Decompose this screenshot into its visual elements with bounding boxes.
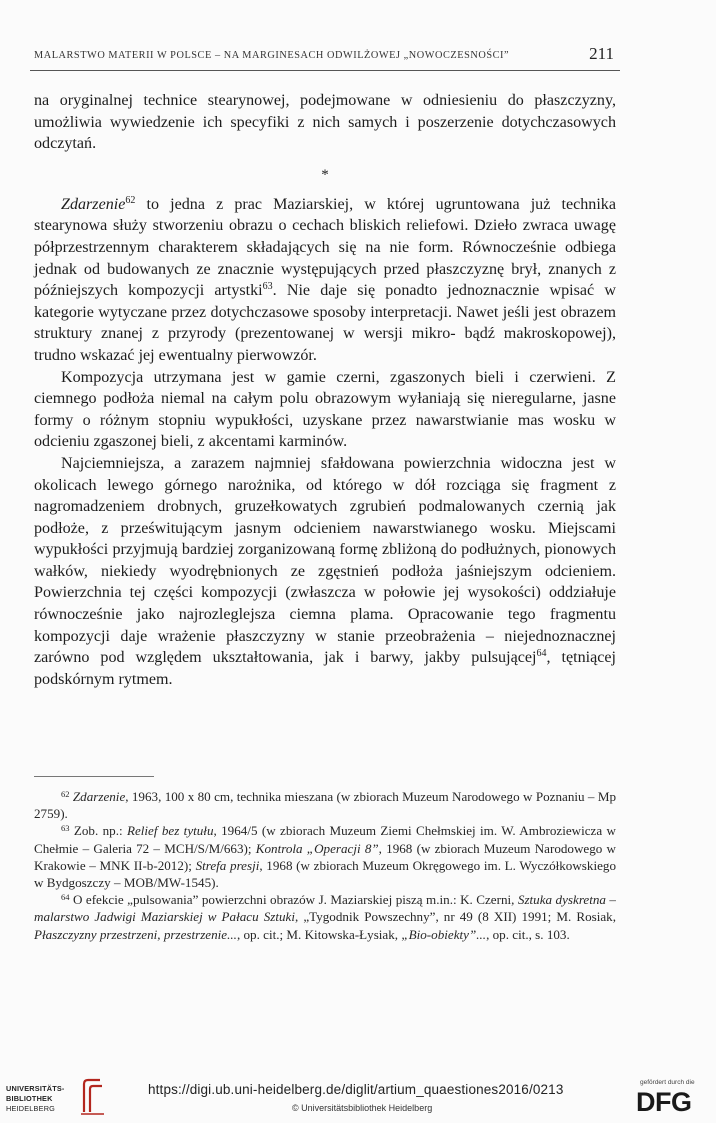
digitization-footer	[0, 1074, 716, 1123]
footnotes	[34, 788, 616, 943]
footnote-text: Zob. np.:	[73, 823, 127, 839]
dfg-funding[interactable]	[636, 1079, 706, 1117]
footnote-text: , 1963, 100 x 80 cm, technika mieszana (w zbiorach Muzeum Narodowego w Poznaniu – Mp 2759).	[34, 789, 617, 822]
footnote-title: Kontrola „Operacji 8”	[255, 840, 379, 856]
page-number: 211	[589, 44, 614, 63]
funding-note: gefördert durch die	[640, 1079, 695, 1086]
footnote-title: Sztuka dyskretna – malarstwo Jadwigi Maziarskiej w Pałacu Sztuki	[34, 892, 616, 925]
footnote-ref-63[interactable]: 63	[262, 281, 273, 293]
footnote-text: , „Tygodnik Powszechny”, nr 49 (8 XII) 1991; M. Rosiak,	[294, 909, 616, 925]
footnote-title: Płaszczyzny przestrzeni, przestrzenie...	[34, 926, 237, 942]
footnote-title: Strefa presji	[195, 857, 260, 873]
footnote-text: O efekcie „pulsowania” powierzchni obrazów J. Maziarskiej piszą m.in.: K. Czerni,	[72, 892, 518, 908]
footnote-title: „Bio-obiekty”...	[401, 926, 487, 942]
library-emblem-icon	[78, 1076, 108, 1116]
footnote-number: 63	[61, 823, 70, 834]
footnote-ref-64[interactable]: 64	[536, 648, 547, 660]
university-library-logo[interactable]	[6, 1076, 106, 1118]
source-url-link[interactable]: https://digi.ub.uni-heidelberg.de/diglit/artium_quaestiones2016/0213	[148, 1082, 564, 1097]
running-title: MALARSTWO MATERII W POLSCE – NA MARGINESACH ODWILŻOWEJ „NOWOCZESNOŚCI”	[34, 50, 510, 61]
artwork-title: Zdarzenie	[61, 195, 126, 213]
paragraph-2-text-a: to jedna z prac Maziarskiej, w której ugruntowana już technika stearynowa służy stworzeniu obrazu o cechach bliskich reliefowi. Dzieło zwraca uwagę półprzestrzennym charakterem składających się na nie form. Równocześnie odbiega jednak od budowanych ze znacznie występujących przed płaszczyznę brył, znanych z późniejszych kompozycji artystki	[34, 195, 616, 300]
footnote-63	[34, 822, 616, 891]
footnote-title: Zdarzenie	[72, 789, 126, 804]
paragraph-1: na oryginalnej technice stearynowej, podejmowane w odniesieniu do płaszczyzny, umożliwia wywiedzenie ich specyfiki z nich samych i poszerzenie dotychczasowych odczytań.	[34, 92, 616, 153]
footnote-text: , op. cit., s. 103.	[486, 926, 570, 942]
paragraph-3: Kompozycja utrzymana jest w gamie czerni, zgaszonych bieli i czerwieni. Z ciemnego podłoża niemal na całym polu obrazowym wyłaniają się nieregularne, jasne formy o różnym stopniu wypukłości, uzyskane przez nawarstwianie mas wosku w odcieniu zgaszonej bieli, z akcentami karminów.	[34, 368, 616, 451]
paragraph-4	[34, 453, 616, 691]
paragraph-2-text-b: . Nie daje się ponadto jednoznacznie wpisać w kategorie wytyczane przez dotychczasowe sposoby interpretacji. Nawet jeśli jest obrazem struktury znanej z przyrody (prezentowanej w wersji mikro- bądź makroskopowej), trudno wskazać jej ewentualny pierwowzór.	[34, 282, 616, 364]
footnote-title: Relief bez tytułu	[126, 823, 214, 839]
library-name-line-2: BIBLIOTHEK	[6, 1094, 53, 1103]
dfg-logo: DFG	[636, 1087, 692, 1117]
footnote-number: 64	[61, 892, 70, 903]
footnote-64	[34, 891, 616, 943]
section-separator: *	[321, 166, 329, 183]
library-name-line-3: HEIDELBERG	[6, 1104, 56, 1113]
paragraph-2	[34, 194, 616, 367]
footnote-text: , 1964/5 (w zbiorach Muzeum Ziemi Chełmskiej im. W. Ambroziewicza w Chełmie – Galeria 72 – MCH/S/M/663);	[34, 823, 616, 856]
footnote-62	[34, 788, 616, 822]
paragraph-4-text-a: Najciemniejsza, a zarazem najmniej sfałdowana powierzchnia widoczna jest w okolicach lewego górnego narożnika, od którego w dół rozciąga się fragment z nagromadzeniem drobnych, gruzełkowatych zgrubień podmalowanych czernią jak podłoże, z prześwitującym jasnym odcieniem nawarstwianego wosku. Miejscami wypukłości przyjmują bardziej zorganizowaną formę zbliżoną do podłużnych, pionowych wałków, niekiedy wyodrębnionych ze zgęstnień podłoża jaśniejszym odcieniem. Powierzchnia tej części kompozycji (zwłaszcza w połowie jej wysokości) oddziałuje równocześnie jako najrozleglejsza ciemna plama. Opracowanie tego fragmentu kompozycji daje wrażenie płaszczyzny w stanie przeobrażenia – niejednoznacznej zarówno pod względem ukształtowania, jak i barwy, jakby pulsującej	[34, 454, 616, 667]
footnote-ref-62[interactable]: 62	[125, 194, 136, 206]
footnote-text: , op. cit.; M. Kitowska-Łysiak,	[236, 926, 402, 942]
library-name-line-1: UNIVERSITÄTS-	[6, 1084, 65, 1093]
paragraph-4-text-b: , tętniącej podskórnym rytmem.	[34, 649, 616, 688]
running-header	[30, 44, 620, 71]
main-text	[34, 90, 616, 690]
footnote-divider	[34, 776, 154, 777]
footnote-text: , 1968 (w zbiorach Muzeum Okręgowego im. L. Wyczółkowskiego w Bydgoszczy – MOB/MW-1545).	[34, 857, 616, 891]
footnote-text: , 1968 (w zbiorach Muzeum Narodowego w Krakowie – MNK II-b-2012);	[34, 840, 617, 873]
footnote-number: 62	[61, 789, 70, 799]
copyright-notice: © Universitätsbibliothek Heidelberg	[292, 1103, 433, 1113]
